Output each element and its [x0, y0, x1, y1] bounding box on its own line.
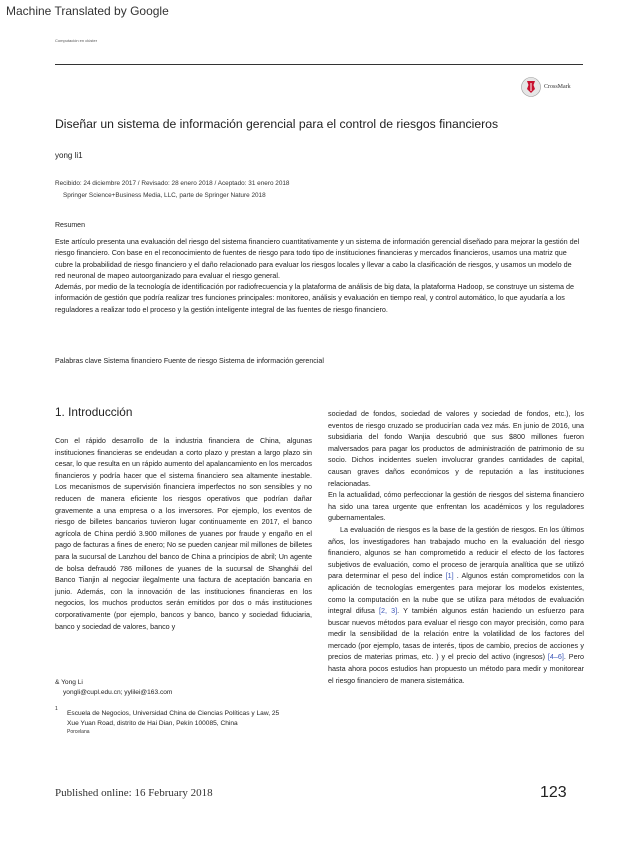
- correspondence-author: & Yong Li: [55, 679, 83, 686]
- section-heading-intro: 1. Introducción: [55, 405, 133, 419]
- correspondence-email[interactable]: yongli@cupl.edu.cn; yylilei@163.com: [63, 689, 173, 696]
- crossmark-label: CrossMark: [544, 84, 571, 90]
- journal-reference: Computación en clúster: [55, 38, 98, 43]
- article-title: Diseñar un sistema de información gerencial para el control de riesgos financieros: [55, 117, 499, 131]
- paragraph-text: . Pero hasta ahora pocos estudios han propuesto un método para medir y monitorear el riesgo financiero de manera sistemática.: [328, 652, 584, 685]
- paragraph-text: La evaluación de riesgos es la base de la gestión de riesgos. En los últimos años, los investigadores han trabajado mucho en la evaluación del riesgo financiero, algunos se han comprometido a reducir el efecto de los factores subjetivos de evaluación, como el proceso de jerarquía analítica que se utilizó para determinar el peso del índice: [328, 524, 584, 581]
- paragraph-text: . Y también algunos están haciendo un esfuerzo para buscar nuevos métodos para evaluar el riesgo con mayor precisión, como para medir la sensibilidad de la relación entre la volatilidad de los factores del mercado (por ejemplo, tasas de interés, tipos de cambio, precios de acciones y precios de materias primas, etc. ) y el precio del activo (ingresos): [328, 606, 584, 662]
- crossmark-icon: [521, 77, 541, 97]
- affiliation-marker: 1: [55, 706, 58, 712]
- citation-link[interactable]: [1]: [445, 571, 454, 581]
- copyright-line: Springer Science+Business Media, LLC, parte de Springer Nature 2018: [63, 192, 266, 199]
- paragraph-text: . Algunos están comprometidos con la aplicación de tecnologías emergentes para mejorar los modelos existentes, como la computación en la nube que se utiliza para métodos de evaluación integral difusa: [328, 571, 584, 616]
- article-dates: Recibido: 24 diciembre 2017 / Revisado: 28 enero 2018 / Aceptado: 31 enero 2018: [55, 180, 290, 187]
- abstract-paragraph-1: Este artículo presenta una evaluación del riesgo del sistema financiero cuantitativamente y un sistema de información gerencial diseñado para mejorar la gestión del riesgo financiero. Con base en el reconocimiento de fuentes de riesgo para todo tipo de instituciones financieras y mercados financieros, usamos una matriz que cubre la probabilidad de riesgo financiero y el daño relacionado para evaluar los riesgos locales y llevar a cabo la clasificación de riesgos, y usamos un modelo de red neuronal de mapeo autoorganizado para evaluar el riesgo general.: [55, 237, 580, 280]
- affiliation-address: Escuela de Negocios, Universidad China de Ciencias Políticas y Law, 25 Xue Yuan Road, distrito de Hai Dian, Pekín 100085, China: [67, 710, 280, 727]
- published-online: Published online: 16 February 2018: [55, 787, 213, 799]
- column-right: [328, 408, 584, 686]
- abstract: [55, 236, 583, 315]
- column-left: [55, 435, 312, 632]
- intro-paragraph-1: Con el rápido desarrollo de la industria financiera de China, algunas instituciones financieras se endeudan a corto plazo y prestan a largo plazo sin cesar, lo que resulta en un rápido aumento del apalancamiento en los mercados financieros y podría hacer que el sistema financiero sea altamente inestable. Los mecanismos de supervisión financiera imperfectos no son sensibles y no reducen de manera eficiente los riesgos operativos que podrían dañar gravemente a una empresa o a los inversores. Por ejemplo, los eventos de riesgo de billetes bancarios tuvieron lugar continuamente en 2017, el banco agrícola de China perdió 3.900 millones de yuanes por fraude y engaño en el pago de facturas a fines de enero; No se pueden canjear mil millones de billetes para la sucursal de Lanzhou del banco de China a principios de abril; Un agente de bolsa defraudó 786 millones de yuanes de la sucursal de Shanghái del Banco Tianjin al negociar ilegalmente una factura de aceptación bancaria en junio. Además, con la innovación de las instituciones financieras en los negocios, los muchos productos serán emitidos por dos o más instituciones corporativamente (por ejemplo, bancos y banco, banco y sociedad fiduciaria, banco y sociedad de valores, banco y: [55, 436, 312, 631]
- machine-translated-banner: Machine Translated by Google: [6, 4, 169, 18]
- abstract-heading: Resumen: [55, 222, 85, 229]
- header-rule: [55, 64, 583, 65]
- citation-link[interactable]: [2, 3]: [378, 606, 398, 616]
- intro-paragraph-4: [328, 524, 584, 686]
- keywords: Palabras clave Sistema financiero Fuente de riesgo Sistema de información gerencial: [55, 357, 324, 365]
- citation-link[interactable]: [4–6]: [547, 652, 564, 662]
- crossmark-badge[interactable]: [521, 76, 589, 98]
- article-author: yong li1: [55, 151, 83, 160]
- affiliation-country: Porcelana: [67, 729, 90, 735]
- page-number: 123: [540, 784, 567, 801]
- abstract-paragraph-2: Además, por medio de la tecnología de identificación por radiofrecuencia y la plataforma de análisis de big data, la plataforma Hadoop, se construye un sistema de información de gestión que podría realizar tres funciones principales: monitoreo, análisis y evaluación en tiempo real, y control automático, lo que ayudaría a los reguladores a realizar todo el proceso y la gestión inteligente integral de las fuentes de riesgo financiero.: [55, 282, 575, 314]
- intro-paragraph-3: En la actualidad, cómo perfeccionar la gestión de riesgos del sistema financiero ha sido una tarea urgente que enfrentan los académicos y los reguladores gubernamentales.: [328, 490, 584, 523]
- intro-paragraph-2: sociedad de fondos, sociedad de valores y sociedad de fondos, etc.), los eventos de riesgo cruzado se producirían cada vez más. En junio de 2016, una subsidiaria del fondo Wanjia descubrió que sus $800 millones fueron malversados para pagar los productos de administración de patrimonio de su socio. Dichos incidentes suelen involucrar grandes cantidades de capital, causan graves daños económicos y de reputación a las instituciones relacionadas.: [328, 409, 584, 488]
